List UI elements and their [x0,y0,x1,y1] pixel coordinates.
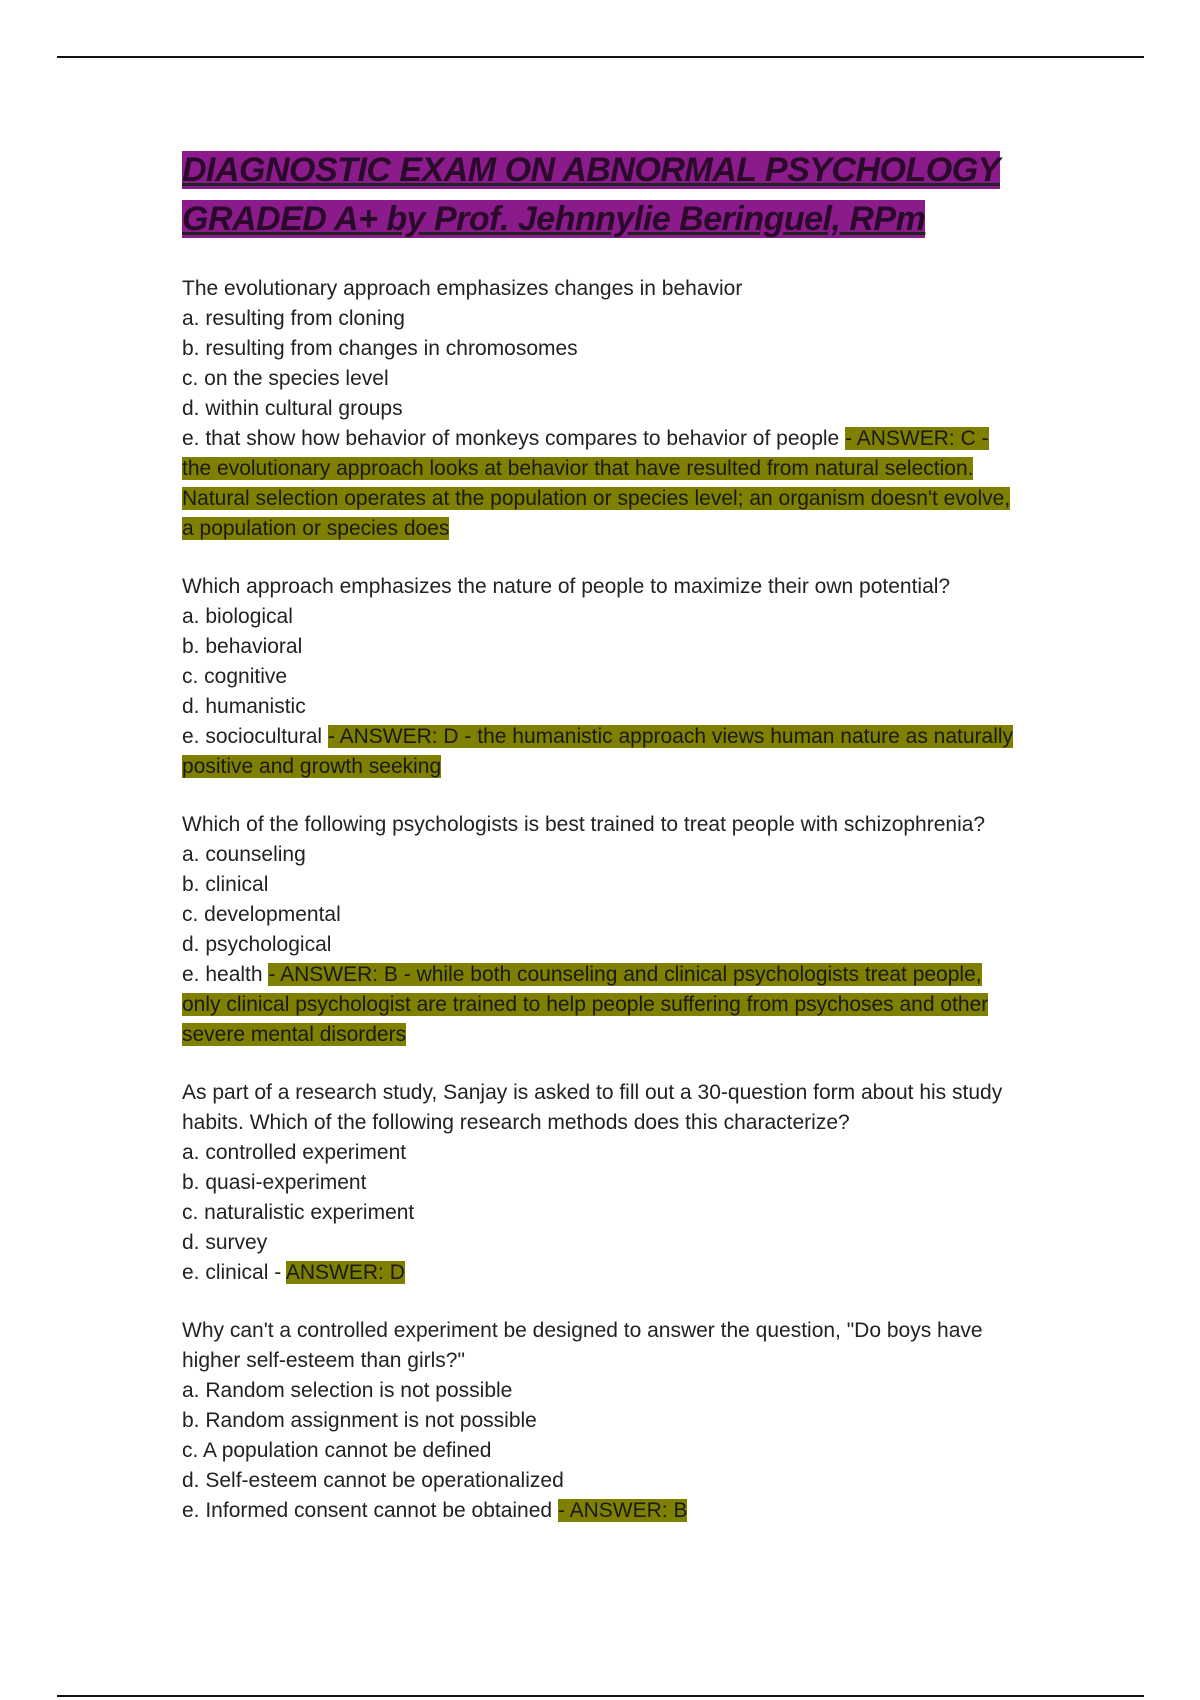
question-stem: Which of the following psychologists is best trained to treat people with schizophrenia? [182,813,986,836]
option-e [182,424,1022,544]
option-b: b. clinical [182,873,269,896]
option-list [182,1376,1022,1526]
option-c: c. developmental [182,903,341,926]
option-a: a. controlled experiment [182,1141,407,1164]
option-b: b. quasi-experiment [182,1171,367,1194]
question-stem: Why can't a controlled experiment be designed to answer the question, "Do boys have higher self-esteem than girls?" [182,1319,983,1372]
option-d: d. within cultural groups [182,397,403,420]
question-1 [182,274,1022,544]
option-e [182,1258,1022,1288]
question-stem: The evolutionary approach emphasizes changes in behavior [182,277,743,300]
title-line-1: DIAGNOSTIC EXAM ON ABNORMAL PSYCHOLOGY [182,151,1000,189]
answer-explanation: - ANSWER: B [557,1499,688,1522]
option-e [182,1496,1022,1526]
option-list [182,1138,1022,1288]
option-e-text: e. sociocultural [182,725,328,748]
title-line-2: GRADED A+ by Prof. Jehnnylie Beringuel, RPm [182,200,926,238]
option-b: b. behavioral [182,635,303,658]
option-d: d. psychological [182,933,332,956]
option-list [182,602,1022,782]
option-e [182,960,1022,1050]
answer-explanation: - ANSWER: D - the humanistic approach views human nature as naturally positive and growth seeking [182,725,1014,778]
answer-dash: - [274,1261,286,1284]
option-a: a. Random selection is not possible [182,1379,513,1402]
document-title [182,146,1022,244]
option-a: a. resulting from cloning [182,307,405,330]
bottom-rule [57,1695,1144,1697]
option-e [182,722,1022,782]
option-e-text: e. health [182,963,269,986]
option-list [182,840,1022,1050]
option-d: d. humanistic [182,695,306,718]
question-4 [182,1078,1022,1288]
option-b: b. resulting from changes in chromosomes [182,337,578,360]
option-c: c. A population cannot be defined [182,1439,492,1462]
option-c: c. naturalistic experiment [182,1201,415,1224]
option-e-text: e. clinical [182,1261,275,1284]
option-e-text: e. Informed consent cannot be obtained [182,1499,558,1522]
question-2 [182,572,1022,782]
option-c: c. on the species level [182,367,389,390]
option-list [182,304,1022,544]
top-rule [57,56,1144,58]
question-stem: As part of a research study, Sanjay is asked to fill out a 30-question form about his study habits. Which of the following research methods does this characterize? [182,1081,1003,1134]
option-b: b. Random assignment is not possible [182,1409,537,1432]
answer-explanation: - ANSWER: B - while both counseling and clinical psychologists treat people, only clinical psychologist are trained to help people suffering from psychoses and other severe mental disorders [182,963,989,1046]
answer-explanation: - ANSWER: C - the evolutionary approach looks at behavior that have resulted from natural selection. Natural selection operates at the population or species level; an organism doesn't evolve, a population or species does [182,427,1011,540]
option-a: a. counseling [182,843,306,866]
option-a: a. biological [182,605,293,628]
answer-explanation: ANSWER: D [285,1261,405,1284]
option-c: c. cognitive [182,665,288,688]
question-stem: Which approach emphasizes the nature of people to maximize their own potential? [182,575,951,598]
option-d: d. Self-esteem cannot be operationalized [182,1469,564,1492]
option-e-text: e. that show how behavior of monkeys compares to behavior of people [182,427,846,450]
document-body [182,146,1022,1554]
question-5 [182,1316,1022,1526]
option-d: d. survey [182,1231,268,1254]
question-3 [182,810,1022,1050]
